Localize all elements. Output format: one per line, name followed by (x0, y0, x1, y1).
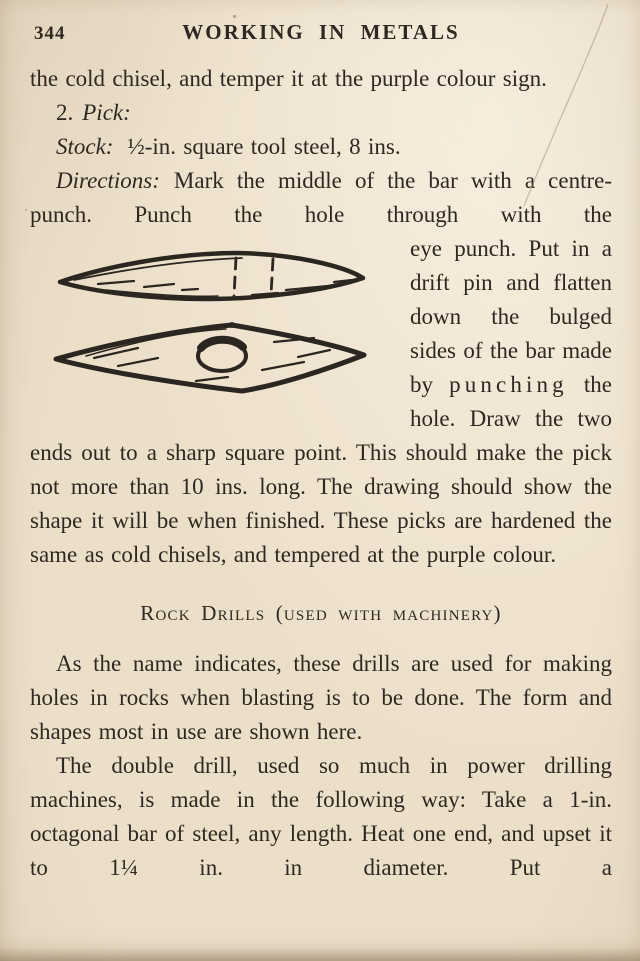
running-title: WORKING IN METALS (182, 20, 460, 44)
body-copy (30, 62, 612, 885)
directions-lead (30, 164, 612, 232)
directions-before-figure: Mark the middle of the bar with a centre-punch. Punch the hole through with the (30, 168, 612, 227)
paper-speck (25, 209, 27, 211)
directions-beside-figure: eye punch. Put in a drift pin and flatten down the bulged sides of the bar made by (410, 236, 612, 397)
pick-side-view-drawing (60, 253, 363, 299)
page-bottom-edge (0, 947, 640, 961)
section-paragraph-2: The double drill, used so much in power drilling machines, is made in the following way: Take a 1-in. octagonal bar of steel, any length. Heat one end, and upset it to 1¼ in. in diameter. Put a (30, 753, 612, 880)
directions-label: Directions: (56, 168, 160, 193)
paragraph-intro: the cold chisel, and temper it at the purple colour sign. (30, 66, 547, 91)
page-header (30, 20, 612, 52)
stock-line (30, 130, 612, 164)
section-paragraph-1: As the name indicates, these drills are used for making holes in rocks when blasting is to be done. The form and shapes most in use are shown here. (30, 651, 612, 744)
pick-number: 2. (56, 100, 74, 125)
directions-after-figure: the hole. Draw the two ends out to a sharp square point. This should make the pick not more than 10 ins. long. The drawing should show the shape it will be when finished. These picks are hardened the same as cold chisels, and tempered at the purple colour. (30, 372, 612, 567)
pick-illustration (46, 238, 376, 402)
stock-text: ½-in. square tool steel, 8 ins. (127, 134, 401, 159)
paper-speck (233, 15, 236, 18)
section-heading: Rock Drills (used with machinery) (140, 601, 502, 625)
pick-top-view-drawing (56, 322, 364, 391)
directions-with-figure (30, 232, 612, 572)
pick-figure (46, 238, 376, 402)
stock-label: Stock: (56, 134, 114, 159)
page-number: 344 (34, 23, 66, 44)
pick-heading-line (30, 96, 612, 130)
directions-spaced-word: punching (449, 372, 568, 397)
pick-label: Pick: (82, 100, 131, 125)
